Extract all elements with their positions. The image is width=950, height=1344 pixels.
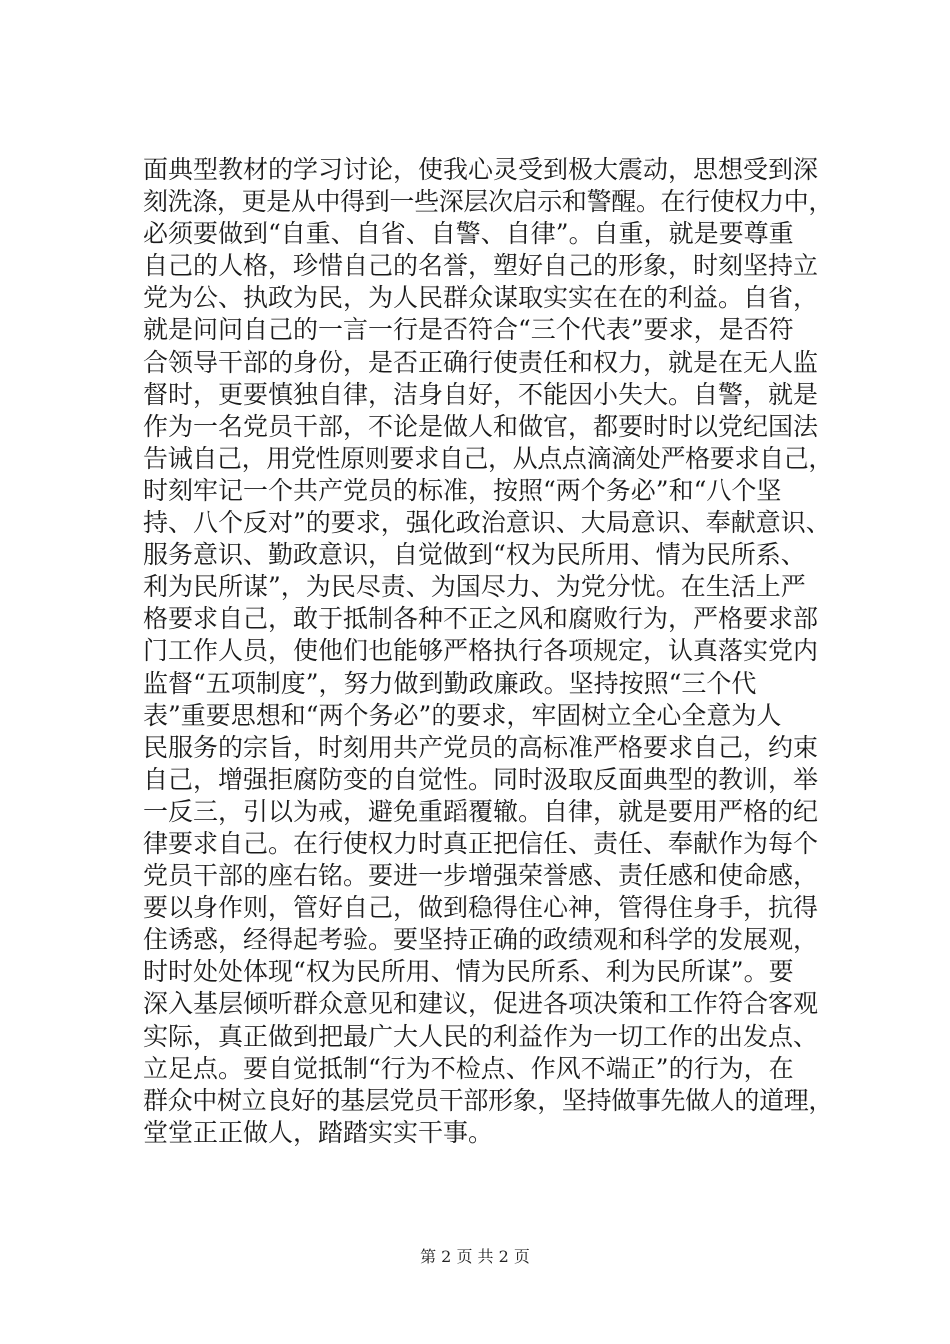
text-line: 门工作人员，使他们也能够严格执行各项规定，认真落实党内 — [143, 636, 819, 666]
text-line: 利为民所谋”，为民尽责、为国尽力、为党分忧。在生活上严 — [143, 572, 806, 602]
text-line: 住诱惑，经得起考验。要坚持正确的政绩观和科学的发展观， — [143, 925, 819, 955]
text-line: 群众中树立良好的基层党员干部形象，坚持做事先做人的道理， — [143, 1085, 833, 1115]
text-line: 律要求自己。在行使权力时真正把信任、责任、奉献作为每个 — [143, 828, 819, 858]
text-line: 堂堂正正做人，踏踏实实干事。 — [143, 1117, 494, 1147]
text-line: 实际，真正做到把最广大人民的利益作为一切工作的出发点、 — [143, 1021, 819, 1051]
text-line: 必须要做到“自重、自省、自警、自律”。自重，就是要尊重 — [143, 219, 794, 249]
text-line: 就是问问自己的一言一行是否符合“三个代表”要求，是否符 — [143, 315, 794, 345]
text-line: 格要求自己，敢于抵制各种不正之风和腐败行为，严格要求部 — [143, 604, 819, 634]
text-line: 深入基层倾听群众意见和建议，促进各项决策和工作符合客观 — [143, 989, 819, 1019]
text-line: 作为一名党员干部，不论是做人和做官，都要时时以党纪国法 — [143, 411, 819, 441]
text-line: 自己，增强拒腐防变的自觉性。同时汲取反面典型的教训，举 — [143, 764, 819, 794]
text-line: 时时处处体现“权为民所用、情为民所系、利为民所谋”。要 — [143, 957, 794, 987]
text-line: 一反三，引以为戒，避免重蹈覆辙。自律，就是要用严格的纪 — [143, 796, 819, 826]
text-line: 党为公、执政为民，为人民群众谋取实实在在的利益。自省， — [143, 283, 819, 313]
text-line: 服务意识、勤政意识，自觉做到“权为民所用、情为民所系、 — [143, 540, 806, 570]
text-line: 民服务的宗旨，时刻用共产党员的高标准严格要求自己，约束 — [143, 732, 819, 762]
text-line: 表”重要思想和“两个务必”的要求，牢固树立全心全意为人 — [143, 700, 782, 730]
page-number-footer: 第 2 页 共 2 页 — [420, 1247, 530, 1266]
text-line: 党员干部的座右铭。要进一步增强荣誉感、责任感和使命感， — [143, 861, 819, 891]
text-line: 持、八个反对”的要求，强化政治意识、大局意识、奉献意识、 — [143, 508, 831, 538]
text-line: 立足点。要自觉抵制“行为不检点、作风不端正”的行为，在 — [143, 1053, 794, 1083]
text-line: 督时，更要慎独自律，洁身自好，不能因小失大。自警，就是 — [143, 379, 819, 409]
text-line: 监督“五项制度”，努力做到勤政廉政。坚持按照“三个代 — [143, 668, 757, 698]
body-paragraph — [143, 154, 833, 1149]
text-line: 要以身作则，管好自己，做到稳得住心神，管得住身手，抗得 — [143, 893, 819, 923]
text-line: 刻洗涤，更是从中得到一些深层次启示和警醒。在行使权力中， — [143, 187, 833, 217]
text-line: 告诫自己，用党性原则要求自己，从点点滴滴处严格要求自己， — [143, 443, 833, 473]
text-line: 时刻牢记一个共产党员的标准，按照“两个务必”和“八个坚 — [143, 475, 782, 505]
text-line: 合领导干部的身份，是否正确行使责任和权力，就是在无人监 — [143, 347, 819, 377]
text-line: 面典型教材的学习讨论，使我心灵受到极大震动，思想受到深 — [143, 155, 819, 184]
text-line: 自己的人格，珍惜自己的名誉，塑好自己的形象，时刻坚持立 — [143, 251, 819, 281]
